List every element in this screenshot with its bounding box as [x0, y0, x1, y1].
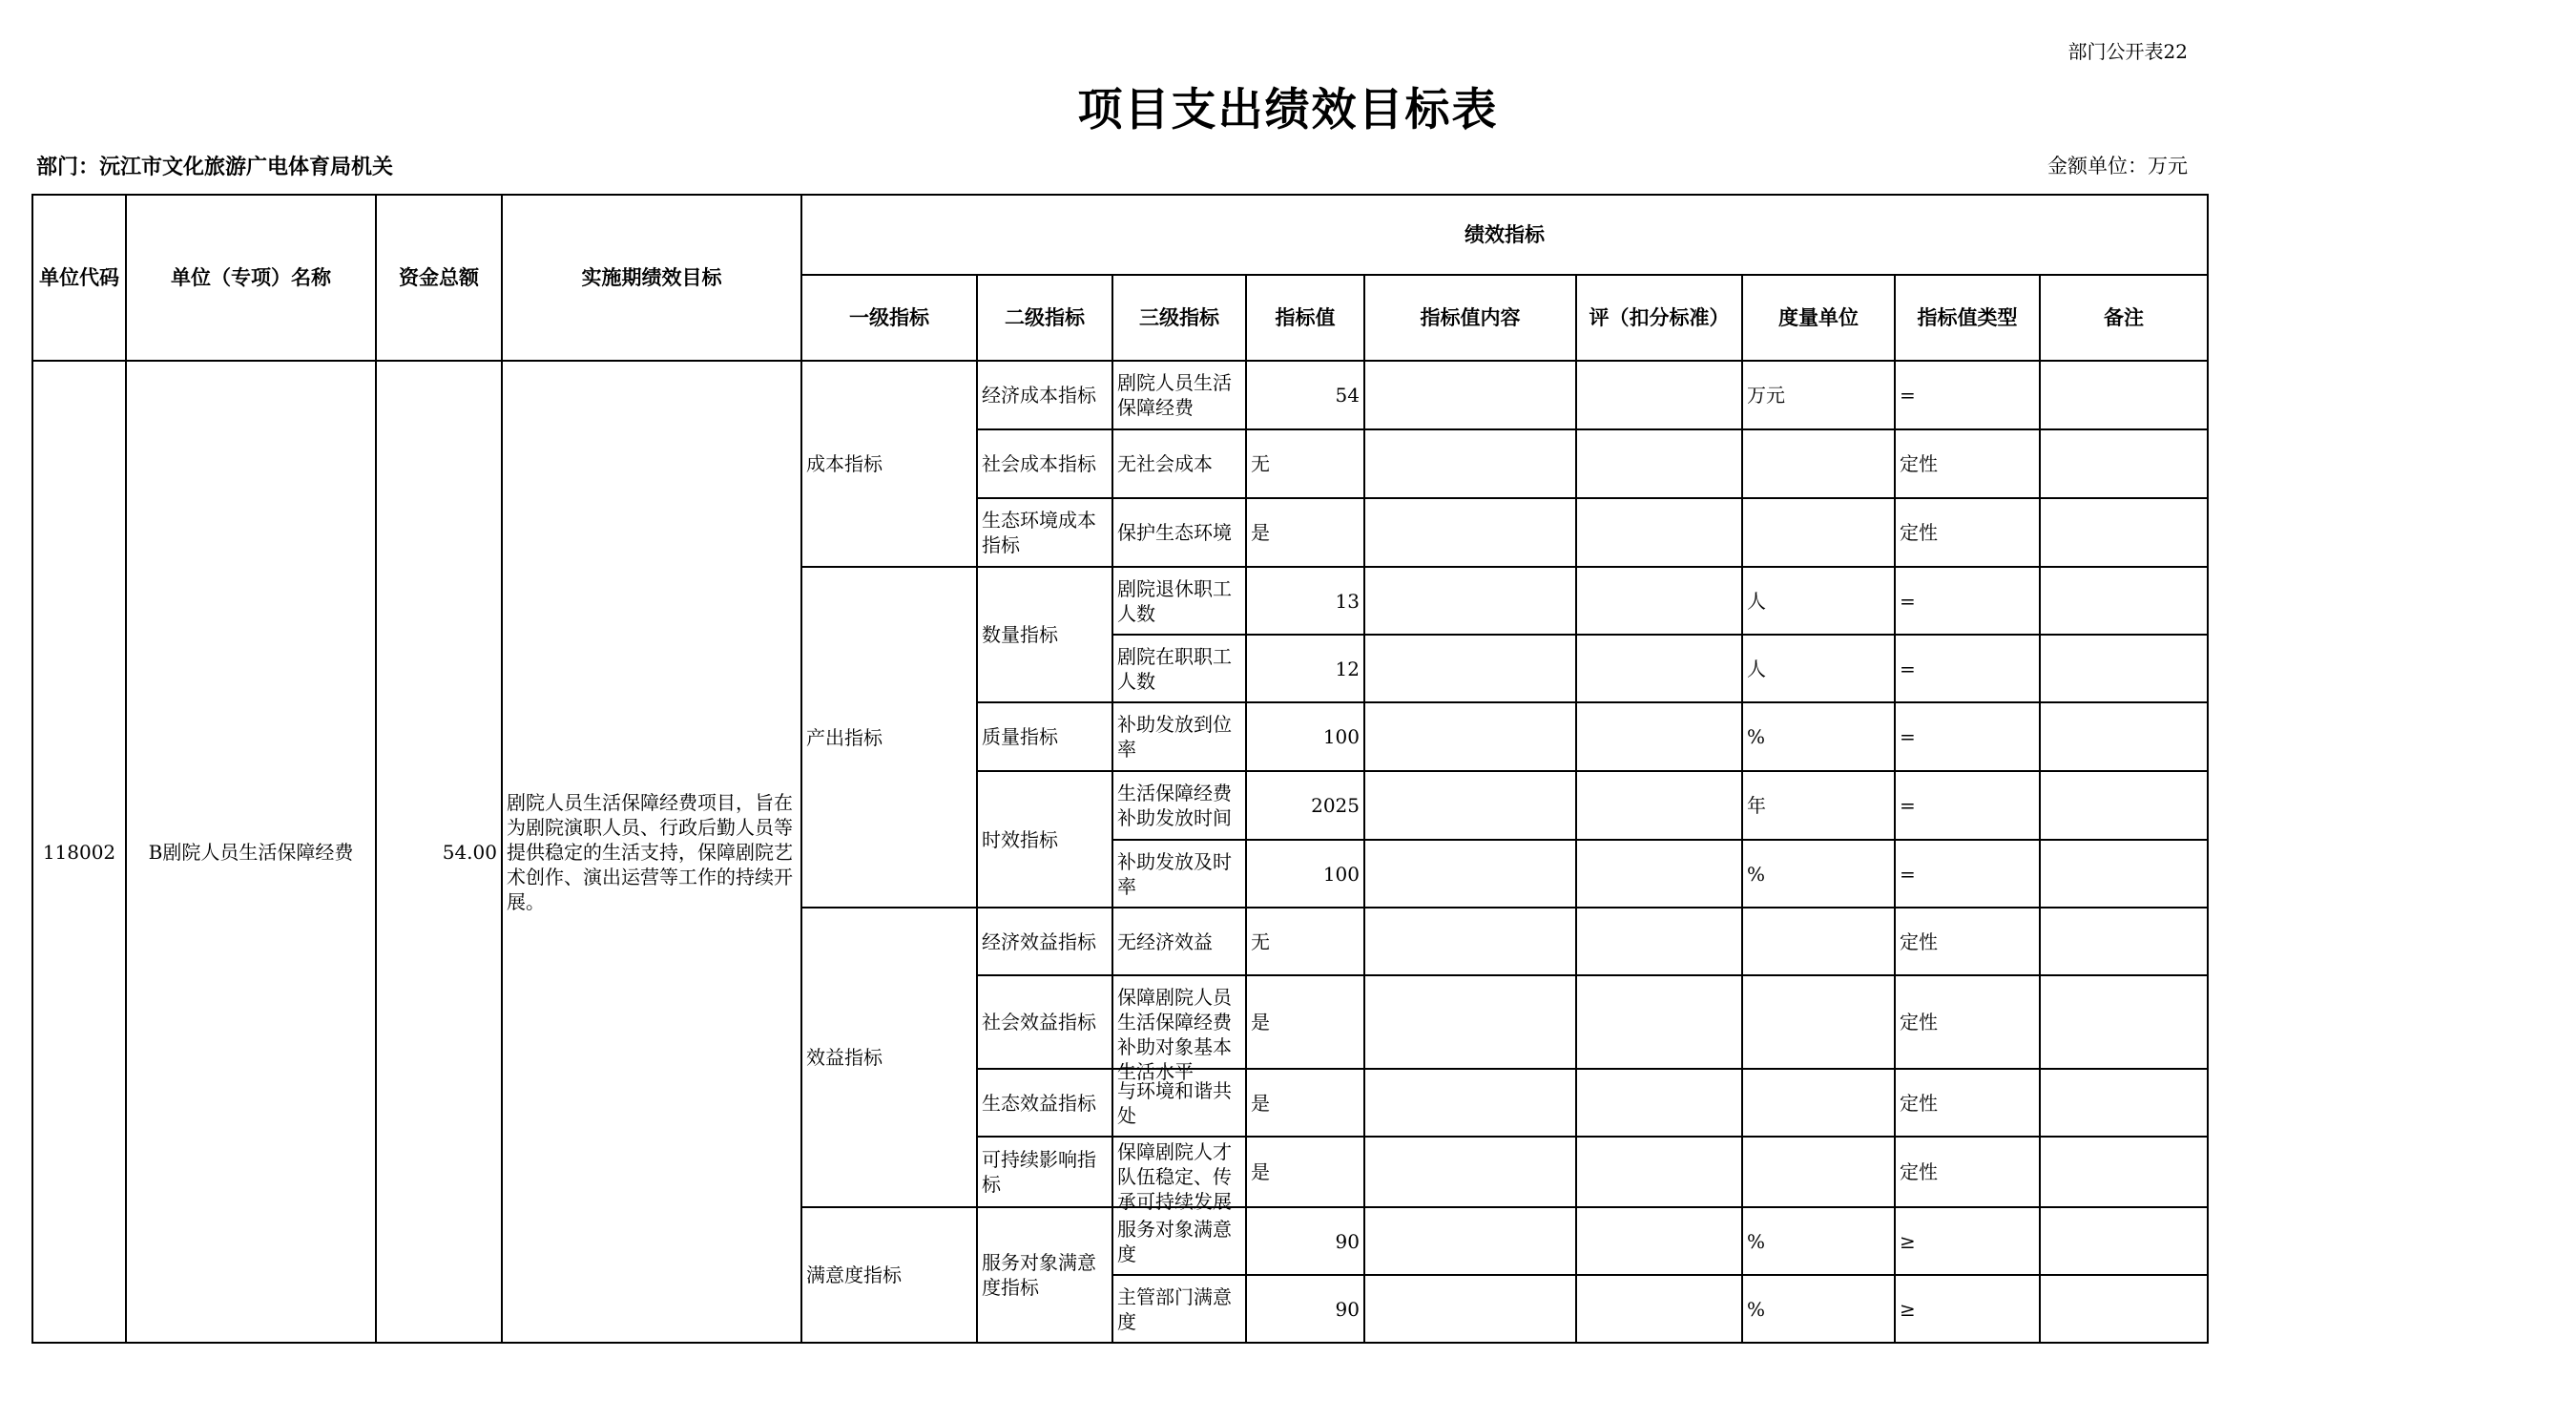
remark-cell: [2040, 840, 2208, 908]
level2-cell: 社会效益指标: [977, 975, 1112, 1069]
value-type-cell: 定性: [1895, 908, 2040, 975]
scoring-cell: [1576, 567, 1742, 635]
remark-cell: [2040, 1207, 2208, 1275]
measure-unit-cell: 人: [1742, 635, 1895, 702]
value-cell: 是: [1246, 498, 1364, 567]
value-cell: 无: [1246, 908, 1364, 975]
level2-cell: 质量指标: [977, 702, 1112, 771]
scoring-cell: [1576, 1137, 1742, 1207]
remark-cell: [2040, 975, 2208, 1069]
scoring-cell: [1576, 635, 1742, 702]
level3-cell: 保障剧院人才队伍稳定、传承可持续发展: [1117, 1140, 1232, 1213]
level3-cell: 无经济效益: [1112, 908, 1246, 975]
scoring-cell: [1576, 975, 1742, 1069]
level2-cell: 服务对象满意度指标: [977, 1207, 1112, 1343]
remark-cell: [2040, 1137, 2208, 1207]
value-content-cell: [1364, 498, 1576, 567]
value-cell: 是: [1246, 975, 1364, 1069]
value-cell: 90: [1246, 1207, 1364, 1275]
value-cell: 100: [1246, 840, 1364, 908]
scoring-cell: [1576, 361, 1742, 429]
value-type-cell: 定性: [1895, 1137, 2040, 1207]
value-cell: 54: [1246, 361, 1364, 429]
header-value: 指标值: [1246, 275, 1364, 361]
level3-cell: 生活保障经费补助发放时间: [1112, 771, 1246, 840]
level2-cell: 经济效益指标: [977, 908, 1112, 975]
value-type-cell: =: [1895, 771, 2040, 840]
measure-unit-cell: %: [1742, 840, 1895, 908]
header-performance-indicators: 绩效指标: [801, 195, 2208, 275]
scoring-cell: [1576, 908, 1742, 975]
remark-cell: [2040, 908, 2208, 975]
value-type-cell: =: [1895, 635, 2040, 702]
header-unit-code: 单位代码: [32, 195, 126, 361]
scoring-cell: [1576, 429, 1742, 498]
header-total-funds: 资金总额: [376, 195, 502, 361]
remark-cell: [2040, 702, 2208, 771]
project-goal: 剧院人员生活保障经费项目，旨在为剧院演职人员、行政后勤人员等提供稳定的生活支持，保障剧院艺术创作、演出运营等工作的持续开展。: [502, 361, 801, 1343]
level2-cell: 数量指标: [977, 567, 1112, 702]
header-level3: 三级指标: [1112, 275, 1246, 361]
scoring-cell: [1576, 702, 1742, 771]
value-type-cell: 定性: [1895, 1069, 2040, 1137]
header-value-content: 指标值内容: [1364, 275, 1576, 361]
level1-cell: 成本指标: [801, 361, 977, 567]
header-level1: 一级指标: [801, 275, 977, 361]
project-code: 118002: [32, 361, 126, 1343]
level3-cell: 主管部门满意度: [1112, 1275, 1246, 1343]
measure-unit-cell: [1742, 429, 1895, 498]
level3-cell: 服务对象满意度: [1112, 1207, 1246, 1275]
value-type-cell: =: [1895, 840, 2040, 908]
scoring-cell: [1576, 1069, 1742, 1137]
value-type-cell: =: [1895, 567, 2040, 635]
value-type-cell: 定性: [1895, 975, 2040, 1069]
value-cell: 100: [1246, 702, 1364, 771]
value-type-cell: ≥: [1895, 1207, 2040, 1275]
value-cell: 13: [1246, 567, 1364, 635]
remark-cell: [2040, 567, 2208, 635]
level1-cell: 满意度指标: [801, 1207, 977, 1343]
value-type-cell: =: [1895, 361, 2040, 429]
level2-cell: 经济成本指标: [977, 361, 1112, 429]
value-type-cell: 定性: [1895, 429, 2040, 498]
department-label: 部门：沅江市文化旅游广电体育局机关: [36, 155, 394, 179]
scoring-cell: [1576, 1275, 1742, 1343]
level2-cell: 可持续影响指标: [977, 1137, 1112, 1207]
measure-unit-cell: [1742, 1137, 1895, 1207]
value-type-cell: 定性: [1895, 498, 2040, 567]
measure-unit-cell: %: [1742, 702, 1895, 771]
value-cell: 是: [1246, 1137, 1364, 1207]
measure-unit-cell: 万元: [1742, 361, 1895, 429]
measure-unit-cell: 年: [1742, 771, 1895, 840]
measure-unit-cell: [1742, 908, 1895, 975]
value-cell: 是: [1246, 1069, 1364, 1137]
level3-cell: 保障剧院人员生活保障经费补助对象基本生活水平: [1117, 986, 1232, 1083]
page-title: 项目支出绩效目标表: [1077, 84, 1499, 136]
value-content-cell: [1364, 1069, 1576, 1137]
remark-cell: [2040, 429, 2208, 498]
level3-cell: 剧院退休职工人数: [1112, 567, 1246, 635]
level3-cell: 剧院在职职工人数: [1112, 635, 1246, 702]
header-value-type: 指标值类型: [1895, 275, 2040, 361]
scoring-cell: [1576, 840, 1742, 908]
value-cell: 90: [1246, 1275, 1364, 1343]
level3-cell: 补助发放到位率: [1112, 702, 1246, 771]
level1-cell: 产出指标: [801, 567, 977, 908]
level3-cell: 剧院人员生活保障经费: [1112, 361, 1246, 429]
level3-cell: 补助发放及时率: [1112, 840, 1246, 908]
value-content-cell: [1364, 1137, 1576, 1207]
value-content-cell: [1364, 635, 1576, 702]
value-type-cell: =: [1895, 702, 2040, 771]
value-content-cell: [1364, 1275, 1576, 1343]
scoring-cell: [1576, 498, 1742, 567]
value-content-cell: [1364, 361, 1576, 429]
value-content-cell: [1364, 908, 1576, 975]
remark-cell: [2040, 361, 2208, 429]
level1-cell: 效益指标: [801, 908, 977, 1207]
value-content-cell: [1364, 840, 1576, 908]
remark-cell: [2040, 1275, 2208, 1343]
value-content-cell: [1364, 1207, 1576, 1275]
header-level2: 二级指标: [977, 275, 1112, 361]
value-content-cell: [1364, 429, 1576, 498]
remark-cell: [2040, 771, 2208, 840]
level3-cell: 与环境和谐共处: [1112, 1069, 1246, 1137]
scoring-cell: [1576, 771, 1742, 840]
level2-cell: 社会成本指标: [977, 429, 1112, 498]
measure-unit-cell: [1742, 498, 1895, 567]
value-type-cell: ≥: [1895, 1275, 2040, 1343]
header-measure-unit: 度量单位: [1742, 275, 1895, 361]
value-cell: 无: [1246, 429, 1364, 498]
value-cell: 12: [1246, 635, 1364, 702]
project-funds: 54.00: [376, 361, 502, 1343]
value-content-cell: [1364, 567, 1576, 635]
value-content-cell: [1364, 771, 1576, 840]
level2-cell: 生态效益指标: [977, 1069, 1112, 1137]
header-scoring: 评（扣分标准）: [1576, 275, 1742, 361]
level2-cell: 时效指标: [977, 771, 1112, 908]
measure-unit-cell: [1742, 1069, 1895, 1137]
value-content-cell: [1364, 702, 1576, 771]
form-number: 部门公开表22: [2067, 40, 2188, 63]
remark-cell: [2040, 1069, 2208, 1137]
header-unit-name: 单位（专项）名称: [126, 195, 376, 361]
header-goal: 实施期绩效目标: [502, 195, 801, 361]
amount-unit-label: 金额单位：万元: [2047, 155, 2188, 178]
measure-unit-cell: [1742, 975, 1895, 1069]
remark-cell: [2040, 635, 2208, 702]
value-cell: 2025: [1246, 771, 1364, 840]
header-remark: 备注: [2040, 275, 2208, 361]
remark-cell: [2040, 498, 2208, 567]
level2-cell: 生态环境成本指标: [977, 498, 1112, 567]
level3-cell: 无社会成本: [1112, 429, 1246, 498]
scoring-cell: [1576, 1207, 1742, 1275]
measure-unit-cell: %: [1742, 1275, 1895, 1343]
performance-table: [31, 194, 2209, 1344]
measure-unit-cell: 人: [1742, 567, 1895, 635]
value-content-cell: [1364, 975, 1576, 1069]
project-name: B剧院人员生活保障经费: [126, 361, 376, 1343]
measure-unit-cell: %: [1742, 1207, 1895, 1275]
level3-cell: 保护生态环境: [1112, 498, 1246, 567]
